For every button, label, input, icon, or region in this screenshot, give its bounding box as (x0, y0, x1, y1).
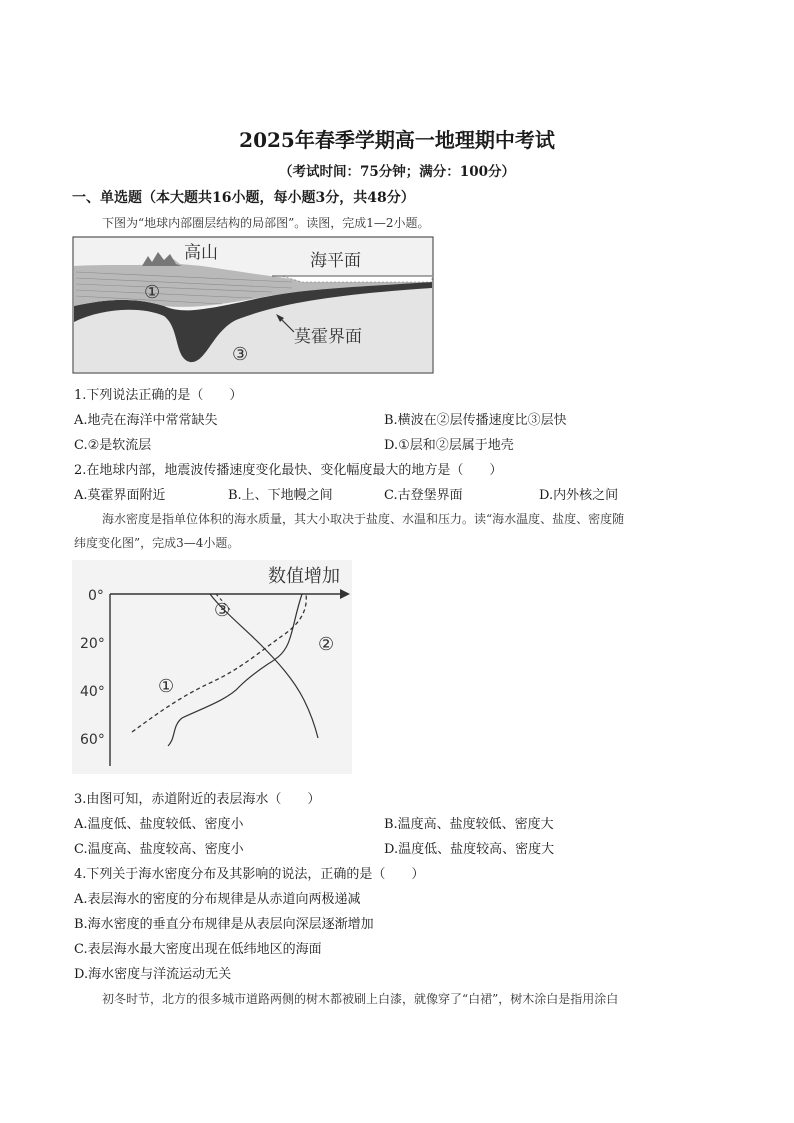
q3-option-d: D.温度低、盐度较高、密度大 (384, 842, 555, 857)
q1-option-a: A.地壳在海洋中常常缺失 (74, 413, 218, 428)
label-layer-3: ③ (232, 344, 249, 365)
question-3: 3.由图可知，赤道附近的表层海水（ ） (74, 792, 321, 807)
earth-structure-figure (72, 236, 434, 374)
q2-option-c: C.古登堡界面 (384, 488, 463, 503)
question-2: 2.在地球内部，地震波传播速度变化最快、变化幅度最大的地方是（ ） (74, 463, 503, 478)
intro-2-line-1: 海水密度是指单位体积的海水质量，其大小取决于盐度、水温和压力。读“海水温度、盐度、密度随 (102, 512, 625, 526)
tick-60: 60° (80, 732, 105, 748)
label-moho: 莫霍界面 (294, 327, 362, 347)
q2-option-a: A.莫霍界面附近 (74, 488, 166, 503)
tick-0: 0° (88, 588, 104, 604)
q4-option-a: A.表层海水的密度的分布规律是从赤道向两极递减 (74, 892, 361, 907)
q2-option-b: B.上、下地幔之间 (228, 488, 333, 503)
tick-40: 40° (80, 684, 105, 700)
axis-title: 数值增加 (268, 566, 340, 587)
q1-option-c: C.②是软流层 (74, 438, 152, 453)
q2-option-d: D.内外核之间 (539, 488, 619, 503)
intro-1: 下图为“地球内部圈层结构的局部图”。读图，完成1—2小题。 (102, 216, 430, 230)
q1-option-b: B.横波在②层传播速度比③层快 (384, 413, 567, 428)
q3-option-b: B.温度高、盐度较低、密度大 (384, 817, 554, 832)
question-1: 1.下列说法正确的是（ ） (74, 388, 243, 403)
exam-info: （考试时间：75分钟；满分：100分） (279, 164, 515, 180)
label-curve-2: ② (318, 634, 335, 655)
label-curve-3: ③ (214, 600, 231, 621)
page-title: 2025年春季学期高一地理期中考试 (239, 128, 555, 152)
q4-option-d: D.海水密度与洋流运动无关 (74, 967, 232, 982)
seawater-chart-figure (72, 560, 352, 774)
section-heading: 一、单选题（本大题共16小题，每小题3分，共48分） (72, 190, 415, 206)
q3-option-a: A.温度低、盐度较低、密度小 (74, 817, 244, 832)
question-4: 4.下列关于海水密度分布及其影响的说法，正确的是（ ） (74, 867, 425, 882)
intro-2-line-2: 纬度变化图”，完成3—4小题。 (74, 536, 240, 550)
q3-option-c: C.温度高、盐度较高、密度小 (74, 842, 244, 857)
intro-3: 初冬时节，北方的很多城市道路两侧的树木都被刷上白漆，就像穿了“白裙”，树木涂白是指用涂白 (102, 992, 619, 1006)
label-sea-level: 海平面 (310, 251, 361, 271)
label-layer-1: ① (144, 282, 161, 303)
tick-20: 20° (80, 636, 105, 652)
label-curve-1: ① (158, 676, 175, 697)
q4-option-c: C.表层海水最大密度出现在低纬地区的海面 (74, 942, 322, 957)
q1-option-d: D.①层和②层属于地壳 (384, 438, 514, 453)
q4-option-b: B.海水密度的垂直分布规律是从表层向深层逐渐增加 (74, 917, 374, 932)
label-mountain: 高山 (184, 243, 218, 263)
